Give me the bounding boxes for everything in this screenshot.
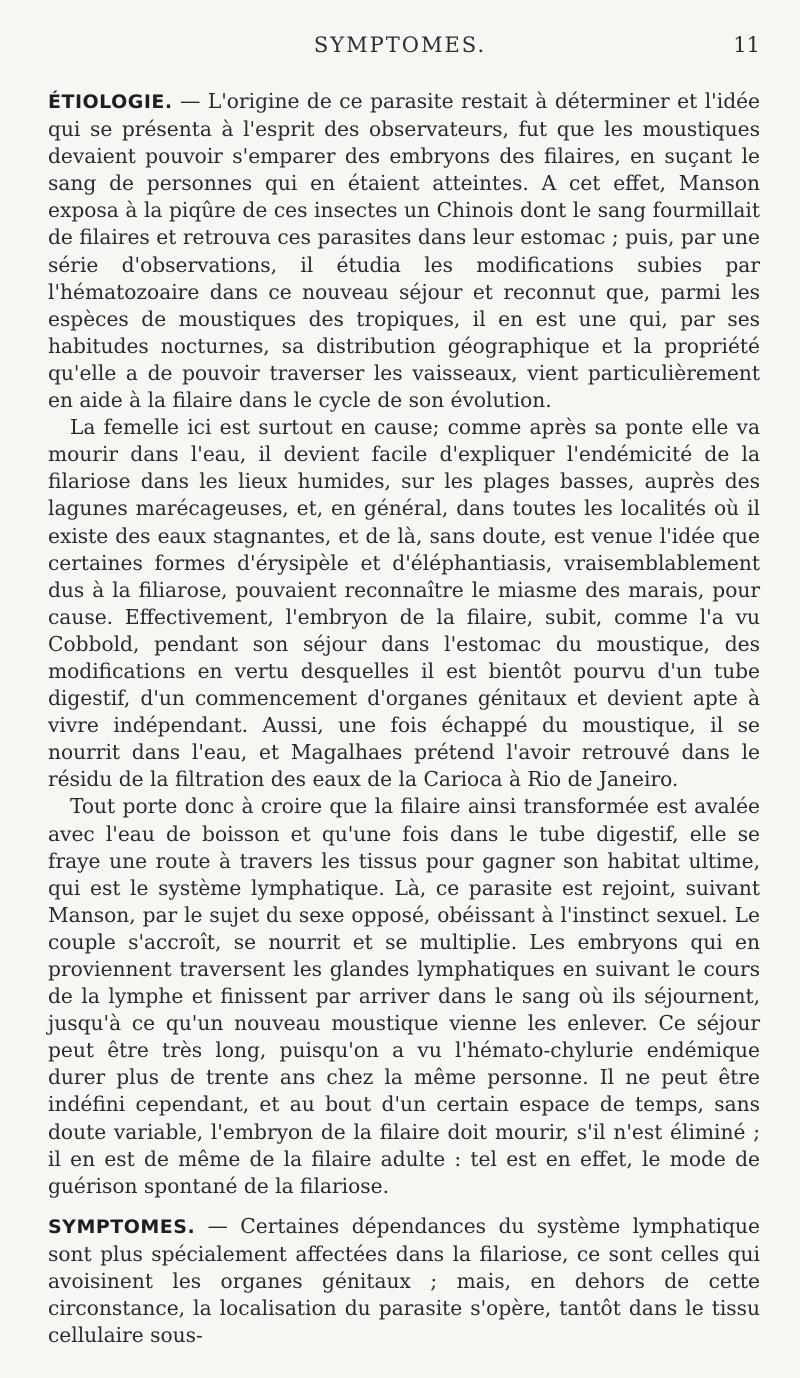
body-text [48, 88, 760, 1349]
symptomes-heading: SYMPTOMES. [48, 1215, 196, 1238]
symptomes-paragraph [48, 1213, 760, 1349]
etiologie-paragraph-2: La femelle ici est surtout en cause; comme après sa ponte elle va mourir dans l'eau, il devient facile d'expliquer l'endémicité de la filariose dans les lieux humides, sur les plages basses, auprès des lagunes marécageuses, et, en général, dans toutes les localités où il existe des eaux stagnantes, et de là, sans doute, est venue l'idée que certaines formes d'érysipèle et d'éléphantiasis, vraisemblablement dus à la filiarose, pouvaient reconnaître le miasme des marais, pour cause. Effectivement, l'embryon de la filaire, subit, comme l'a vu Cobbold, pendant son séjour dans l'estomac du moustique, des modifications en vertu desquelles il est bientôt pourvu d'un tube digestif, d'un commencement d'organes génitaux et devient apte à vivre indépendant. Aussi, une fois échappé du moustique, il se nourrit dans l'eau, et Magalhaes prétend l'avoir retrouvé dans le résidu de la filtration des eaux de la Carioca à Rio de Janeiro. [48, 415, 760, 792]
etiologie-text-1: — L'origine de ce parasite restait à déterminer et l'idée qui se présenta à l'esprit des observateurs, fut que les moustiques devaient pouvoir s'emparer des embryons des filaires, en suçant le sang de personnes qui en étaient atteintes. A cet effet, Manson exposa à la piqûre de ces insectes un Chinois dont le sang fourmillait de filaires et retrouva ces parasites dans leur estomac ; puis, par une série d'observations, il étudia les modifications subies par l'hématozoaire dans ce nouveau séjour et reconnut que, parmi les espèces de moustiques des tropiques, il en est une qui, par ses habitudes nocturnes, sa distribution géographique et la propriété qu'elle a de pouvoir traverser les vaisseaux, vient particulièrement en aide à la filaire dans le cycle de son évolution. [48, 89, 761, 413]
page-number: 11 [733, 33, 760, 57]
etiologie-heading: ÉTIOLOGIE. [48, 91, 173, 113]
running-head: SYMPTOMES. [313, 33, 487, 57]
symptomes-text: — Certaines dépendances du système lymphatique sont plus spécialement affectées dans la filariose, ce sont celles qui avoisinent les organes génitaux ; mais, en dehors de cette circonstance, la localisation du parasite s'opère, tantôt dans le tissu cellulaire sous- [48, 1213, 760, 1348]
etiologie-paragraph-1 [48, 88, 760, 414]
etiologie-paragraph-3: Tout porte donc à croire que la filaire ainsi transformée est avalée avec l'eau de boisson et qu'une fois dans le tube digestif, elle se fraye une route à travers les tissus pour gagner son habitat ultime, qui est le système lymphatique. Là, ce parasite est rejoint, suivant Manson, par le sujet du sexe opposé, obéissant à l'instinct sexuel. Le couple s'accroît, se nourrit et se multiplie. Les embryons qui en proviennent traversent les glandes lymphatiques en suivant le cours de la lymphe et finissent par arriver dans le sang où ils séjournent, jusqu'à ce qu'un nouveau moustique vienne les enlever. Ce séjour peut être très long, puisqu'on a vu l'hémato-chylurie endémique durer plus de trente ans chez la même personne. Il ne peut être indéfini cependant, et au bout d'un certain espace de temps, sans doute variable, l'embryon de la filaire doit mourir, s'il n'est éliminé ; il en est de même de la filaire adulte : tel est en effet, le mode de guérison spontané de la filariose. [48, 794, 760, 1198]
